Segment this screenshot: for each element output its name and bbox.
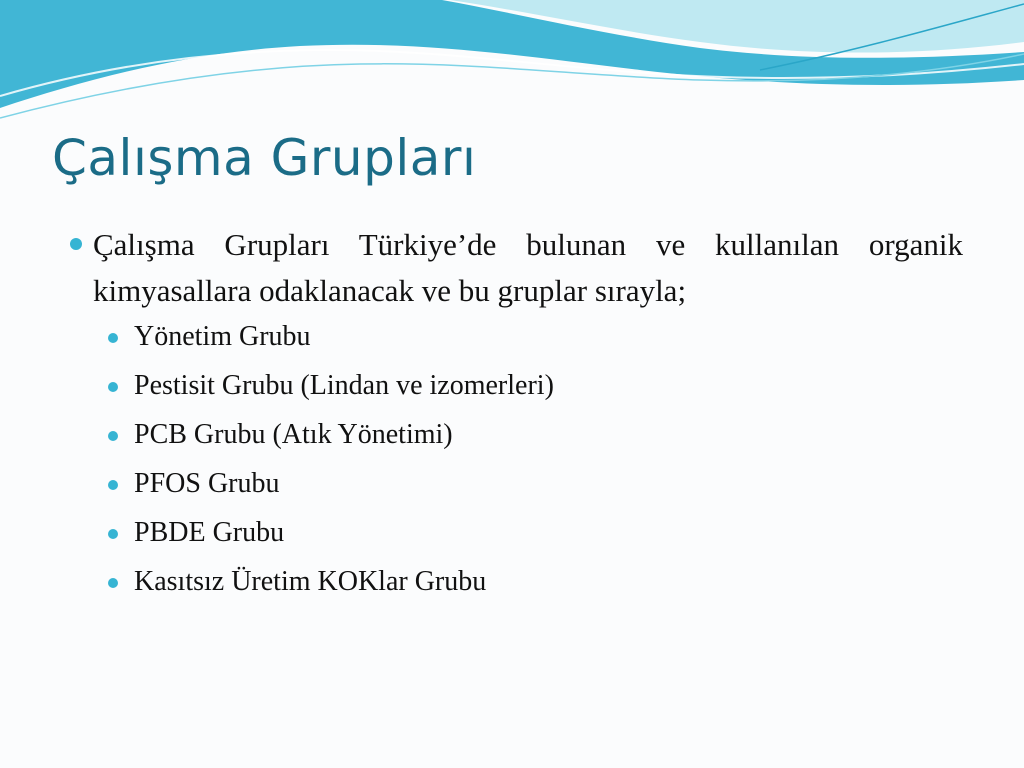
intro-bullet-item <box>70 222 963 314</box>
list-item <box>106 565 963 598</box>
round-bullet-icon <box>108 578 118 588</box>
wave-decoration <box>0 0 1024 130</box>
group-name: PBDE Grubu <box>134 517 285 548</box>
round-bullet-icon <box>108 382 118 392</box>
list-item <box>106 467 963 500</box>
round-bullet-icon <box>108 431 118 441</box>
group-name: PCB Grubu (Atık Yönetimi) <box>134 419 453 450</box>
list-item <box>106 418 963 451</box>
slide-body <box>70 222 963 614</box>
group-name: Pestisit Grubu (Lindan ve izomerleri) <box>134 370 554 401</box>
round-bullet-icon <box>70 238 82 250</box>
round-bullet-icon <box>108 480 118 490</box>
list-item <box>106 320 963 353</box>
intro-text: Çalışma Grupları Türkiye’de bulunan ve kullanılan organik kimyasallara odaklanacak ve bu gruplar sırayla; <box>93 227 963 308</box>
list-item <box>106 369 963 402</box>
list-item <box>106 516 963 549</box>
round-bullet-icon <box>108 529 118 539</box>
slide-title: Çalışma Grupları <box>52 129 477 187</box>
group-name: Kasıtsız Üretim KOKlar Grubu <box>134 566 487 597</box>
round-bullet-icon <box>108 333 118 343</box>
group-name: PFOS Grubu <box>134 468 280 499</box>
group-name: Yönetim Grubu <box>134 321 311 352</box>
working-groups-list <box>70 320 963 598</box>
